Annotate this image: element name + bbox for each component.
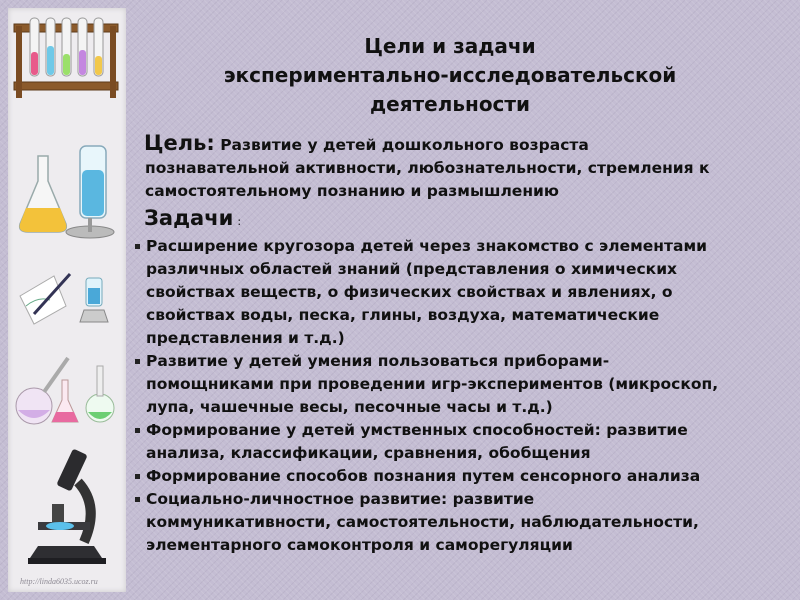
bullet-icon xyxy=(135,359,140,364)
test-tube-rack-icon xyxy=(12,16,120,102)
task-line: Социально-личностное развитие: развитие xyxy=(146,490,535,508)
task-line: представления и т.д.) xyxy=(146,329,345,347)
task-line: свойствах веществ, о физических свойствах и явлениях, о xyxy=(146,283,673,301)
tasks-heading: Задачи xyxy=(144,206,234,230)
list-item xyxy=(140,350,790,419)
goal-heading: Цель xyxy=(144,131,207,155)
tasks-heading-row xyxy=(144,205,790,235)
bullet-icon xyxy=(135,244,140,249)
title-line: Цели и задачи xyxy=(364,34,536,58)
bullet-icon xyxy=(135,497,140,502)
watermark-url: http://linda6035.ucoz.ru xyxy=(20,577,98,586)
goal-text: Развитие у детей дошкольного возраста xyxy=(214,136,589,154)
lab-flasks-icon xyxy=(18,136,118,244)
tasks-list xyxy=(140,235,790,557)
task-line: Расширение кругозора детей через знакомство с элементами xyxy=(146,237,707,255)
task-line: Развитие у детей умения пользоваться приборами- xyxy=(146,352,610,370)
slide-title xyxy=(140,32,760,119)
task-line: различных областей знаний (представления о химических xyxy=(146,260,678,278)
task-line: Формирование у детей умственных способностей: развитие xyxy=(146,421,688,439)
task-line: Формирование способов познания путем сенсорного анализа xyxy=(146,467,701,485)
list-item xyxy=(140,488,790,557)
task-line: анализа, классификации, сравнения, обобщения xyxy=(146,444,591,462)
task-line: коммуникативности, самостоятельности, наблюдательности, xyxy=(146,513,699,531)
goal-line xyxy=(144,132,790,157)
task-line: свойствах воды, песка, глины, воздуха, математические xyxy=(146,306,660,324)
sidebar-illustrations xyxy=(8,8,126,592)
title-line: деятельности xyxy=(369,92,531,116)
pen-and-burner-icon xyxy=(14,266,118,330)
task-line: элементарного самоконтроля и саморегуляции xyxy=(146,536,573,554)
microscope-icon xyxy=(24,446,116,570)
tasks-colon: : xyxy=(237,215,242,228)
title-line: экспериментально-исследовательской xyxy=(223,63,677,87)
task-line: помощниками при проведении игр-экспериментов (микроскоп, xyxy=(146,375,719,393)
list-item xyxy=(140,465,790,488)
retort-flasks-icon xyxy=(12,350,120,430)
list-item xyxy=(140,419,790,465)
goal-colon: : xyxy=(206,131,215,155)
slide-content xyxy=(140,132,790,557)
bullet-icon xyxy=(135,428,140,433)
goal-text: познавательной активности, любознательности, стремления к xyxy=(145,159,710,177)
task-line: лупа, чашечные весы, песочные часы и т.д.) xyxy=(146,398,553,416)
goal-body xyxy=(140,157,790,203)
list-item xyxy=(140,235,790,350)
bullet-icon xyxy=(135,474,140,479)
goal-text: самостоятельному познанию и размышлению xyxy=(145,182,559,200)
